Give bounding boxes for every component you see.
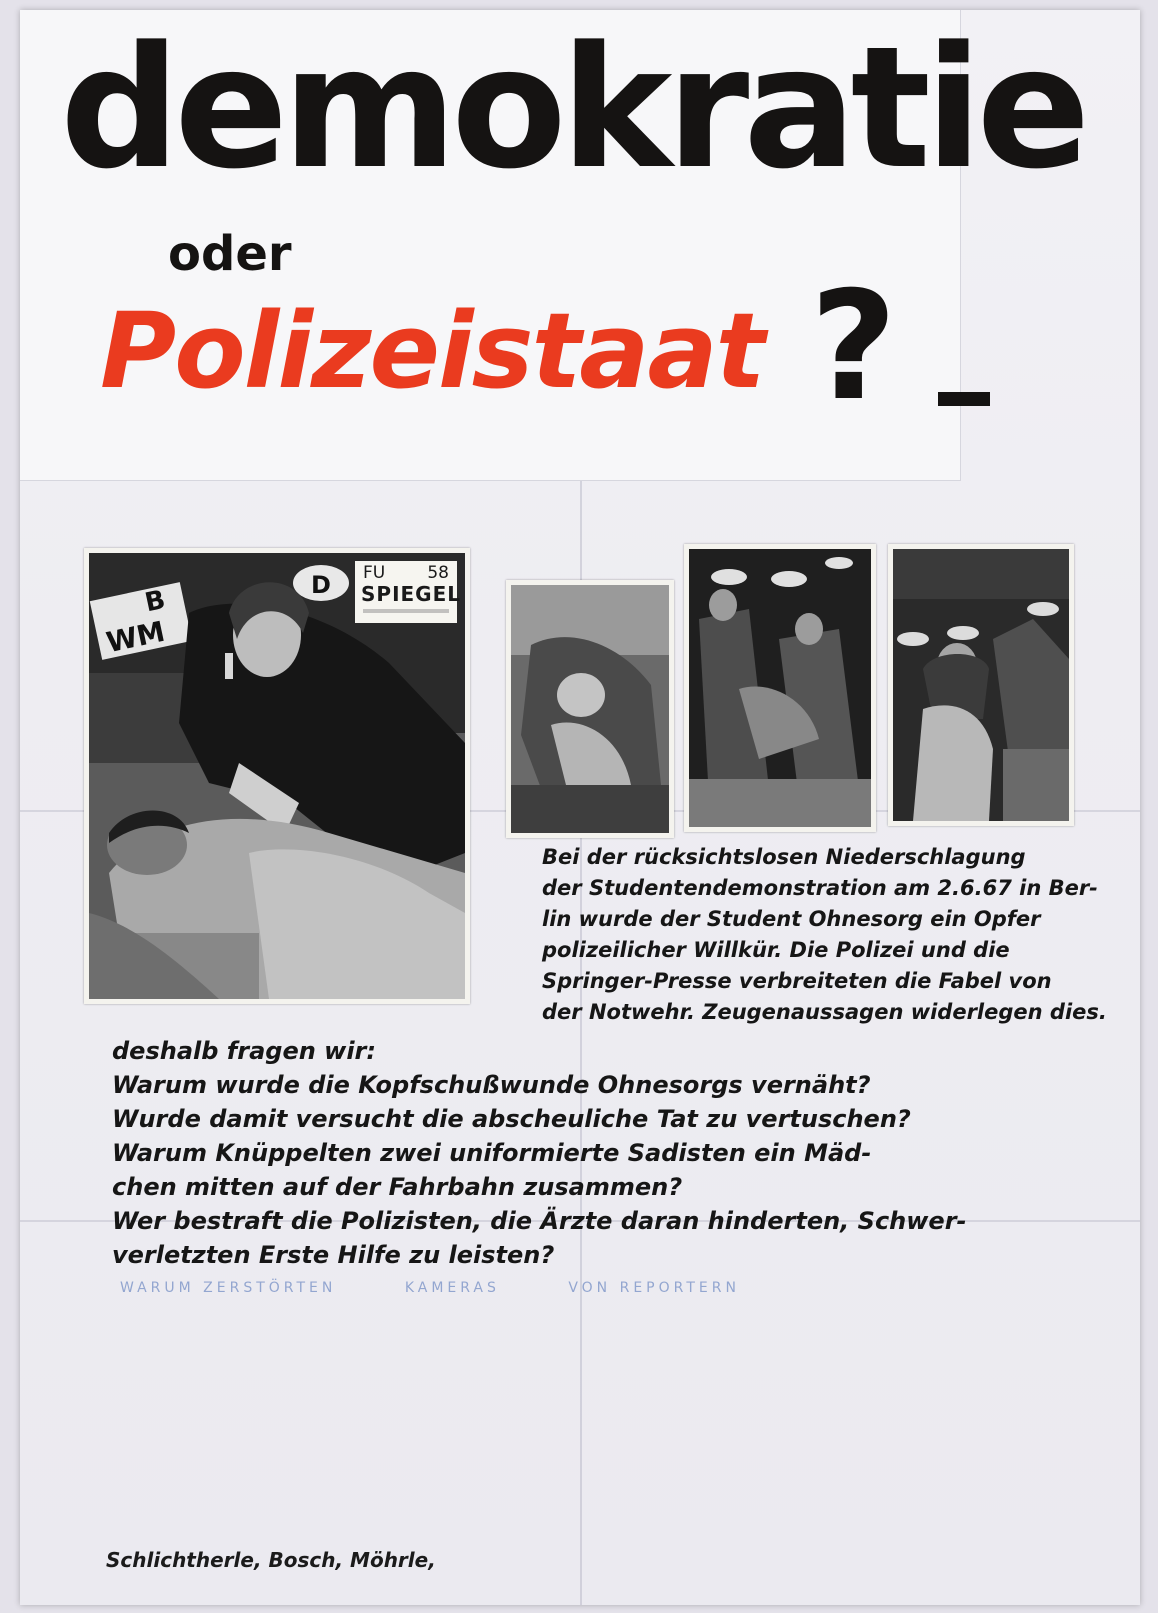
masthead-number: 58 [427, 563, 449, 583]
pencil-note-part: KAMERAS [404, 1280, 500, 1296]
connector-word: oder [168, 226, 292, 282]
photo-3-image [689, 549, 871, 827]
caption-line: Bei der rücksichtslosen Niederschlagung [542, 845, 1026, 869]
poster [20, 10, 1140, 1605]
photo-4-image [893, 549, 1069, 821]
caption-line: Springer-Presse verbreiteten die Fabel von [542, 969, 1052, 993]
caption-line: der Studentendemonstration am 2.6.67 in Ber- [542, 876, 1098, 900]
headline: demokratie [60, 10, 1085, 206]
dash-mark [938, 392, 990, 406]
caption-line: lin wurde der Student Ohnesorg ein Opfer [542, 907, 1041, 931]
question-line: verletzten Erste Hilfe zu leisten? [112, 1241, 555, 1269]
photo-2 [506, 580, 674, 838]
photo-4 [888, 544, 1074, 826]
signature: Schlichtherle, Bosch, Möhrle, [106, 1548, 436, 1572]
question-mark: ? [810, 260, 898, 434]
caption-line: polizeilicher Willkür. Die Polizei und die [542, 938, 1010, 962]
fu-spiegel-masthead [355, 561, 461, 623]
masthead-title: SPIEGEL [361, 582, 461, 606]
questions-block [112, 1034, 1140, 1272]
caption-line: der Notwehr. Zeugenaussagen widerlegen dies. [542, 1000, 1107, 1024]
masthead-subline [363, 609, 449, 613]
questions-intro: deshalb fragen wir: [112, 1037, 376, 1065]
photo-caption [542, 842, 1132, 1028]
plate-badge: D [311, 571, 331, 599]
headline-red: Polizeistaat [100, 290, 764, 412]
plate-line-2: WM [103, 614, 168, 660]
pencil-note [120, 1280, 800, 1296]
question-line: Warum Knüppelten zwei uniformierte Sadisten ein Mäd- [112, 1139, 872, 1167]
pencil-note-part: WARUM ZERSTÖRTEN [120, 1280, 337, 1296]
question-line: Wurde damit versucht die abscheuliche Tat zu vertuschen? [112, 1105, 911, 1133]
question-line: Wer bestraft die Polizisten, die Ärzte daran hinderten, Schwer- [112, 1207, 967, 1235]
plate-line-1: B [142, 584, 169, 619]
photo-3 [684, 544, 876, 832]
photo-2-image [511, 585, 669, 833]
main-photo [84, 548, 470, 1004]
masthead-fu: FU [363, 563, 386, 583]
question-line: Warum wurde die Kopfschußwunde Ohnesorgs vernäht? [112, 1071, 871, 1099]
pencil-note-part: VON REPORTERN [568, 1280, 740, 1296]
question-line: chen mitten auf der Fahrbahn zusammen? [112, 1173, 683, 1201]
